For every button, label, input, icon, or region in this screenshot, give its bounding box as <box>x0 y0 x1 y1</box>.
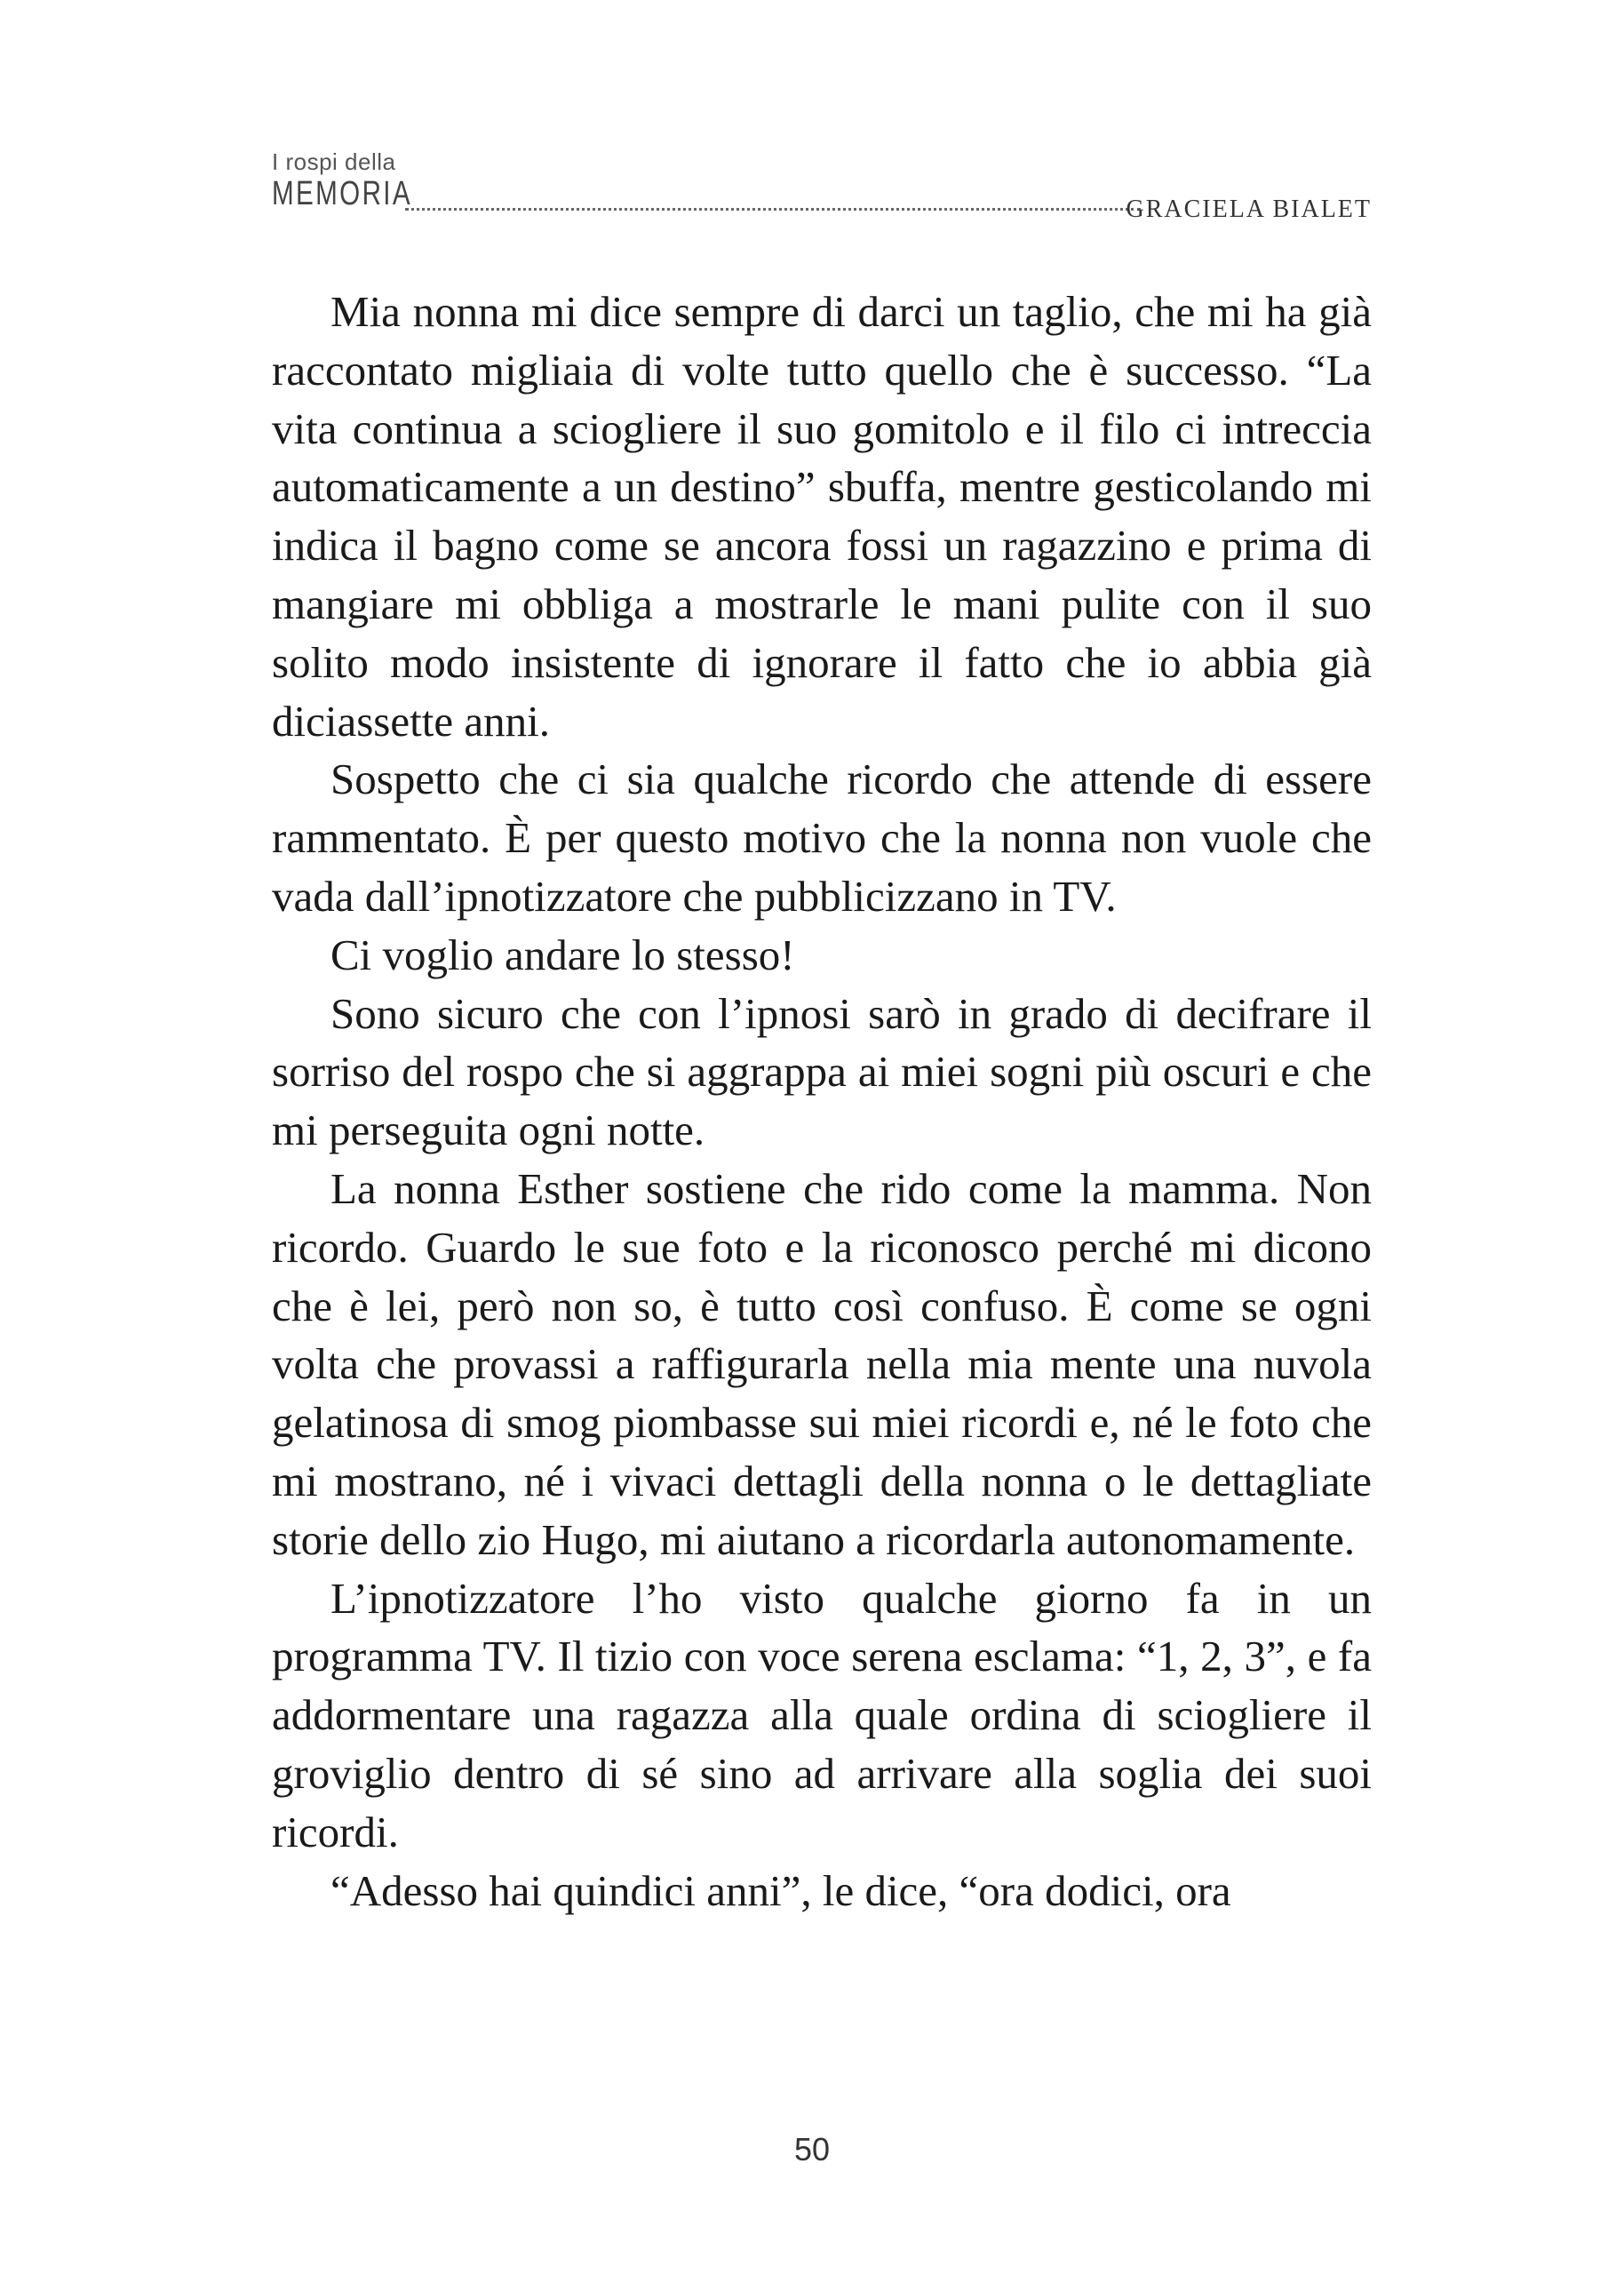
paragraph: Mia nonna mi dice sempre di darci un taglio, che mi ha già raccontato migliaia di volte tutto quello che è successo. “La vita continua a sciogliere il suo gomitolo e il filo ci intreccia automaticamente a un destino” sbuffa, mentre gesticolando mi indica il bagno come se ancora fossi un ragazzino e prima di mangiare mi obbliga a mostrarle le mani pulite con il suo solito modo insistente di ignorare il fatto che io abbia già diciassette anni. <box>272 287 1372 746</box>
paragraph: L’ipnotizzatore l’ho visto qualche giorno fa in un programma TV. Il tizio con voce serena esclama: “1, 2, 3”, e fa addormentare una ragazza alla quale ordina di sciogliere il groviglio dentro di sé sino ad arrivare alla soglia dei suoi ricordi. <box>272 1573 1372 1856</box>
paragraph: Sospetto che ci sia qualche ricordo che attende di essere rammentato. È per questo motivo che la nonna non vuole che vada dall’ipnotizzatore che pubblicizzano in TV. <box>272 754 1372 921</box>
author-name: GRACIELA BIALET <box>1126 196 1372 223</box>
series-logo <box>272 149 452 212</box>
body-text <box>272 283 1372 1920</box>
paragraph: La nonna Esther sostiene che rido come la mamma. Non ricordo. Guardo le sue foto e la riconosco perché mi dicono che è lei, però non so, è tutto così confuso. È come se ogni volta che provassi a raffigurarla nella mia mente una nuvola gelatinosa di smog piombasse sui miei ricordi e, né le foto che mi mostrano, né i vivaci dettagli della nonna o le dettagliate storie dello zio Hugo, mi aiutano a ricordarla autonomamente. <box>272 1163 1372 1564</box>
paragraph: Sono sicuro che con l’ipnosi sarò in grado di decifrare il sorriso del rospo che si aggrappa ai miei sogni più oscuri e che mi perseguita ogni notte. <box>272 988 1372 1155</box>
paragraph: Ci voglio andare lo stesso! <box>330 930 795 979</box>
running-header <box>272 149 1372 224</box>
series-title-large: MEMORIA <box>272 175 412 212</box>
page-number: 50 <box>793 2131 831 2167</box>
dotted-leader <box>405 208 1141 211</box>
paragraph: “Adesso hai quindici anni”, le dice, “ora dodici, ora <box>330 1865 1231 1915</box>
series-title-small: I rospi della <box>272 148 396 175</box>
